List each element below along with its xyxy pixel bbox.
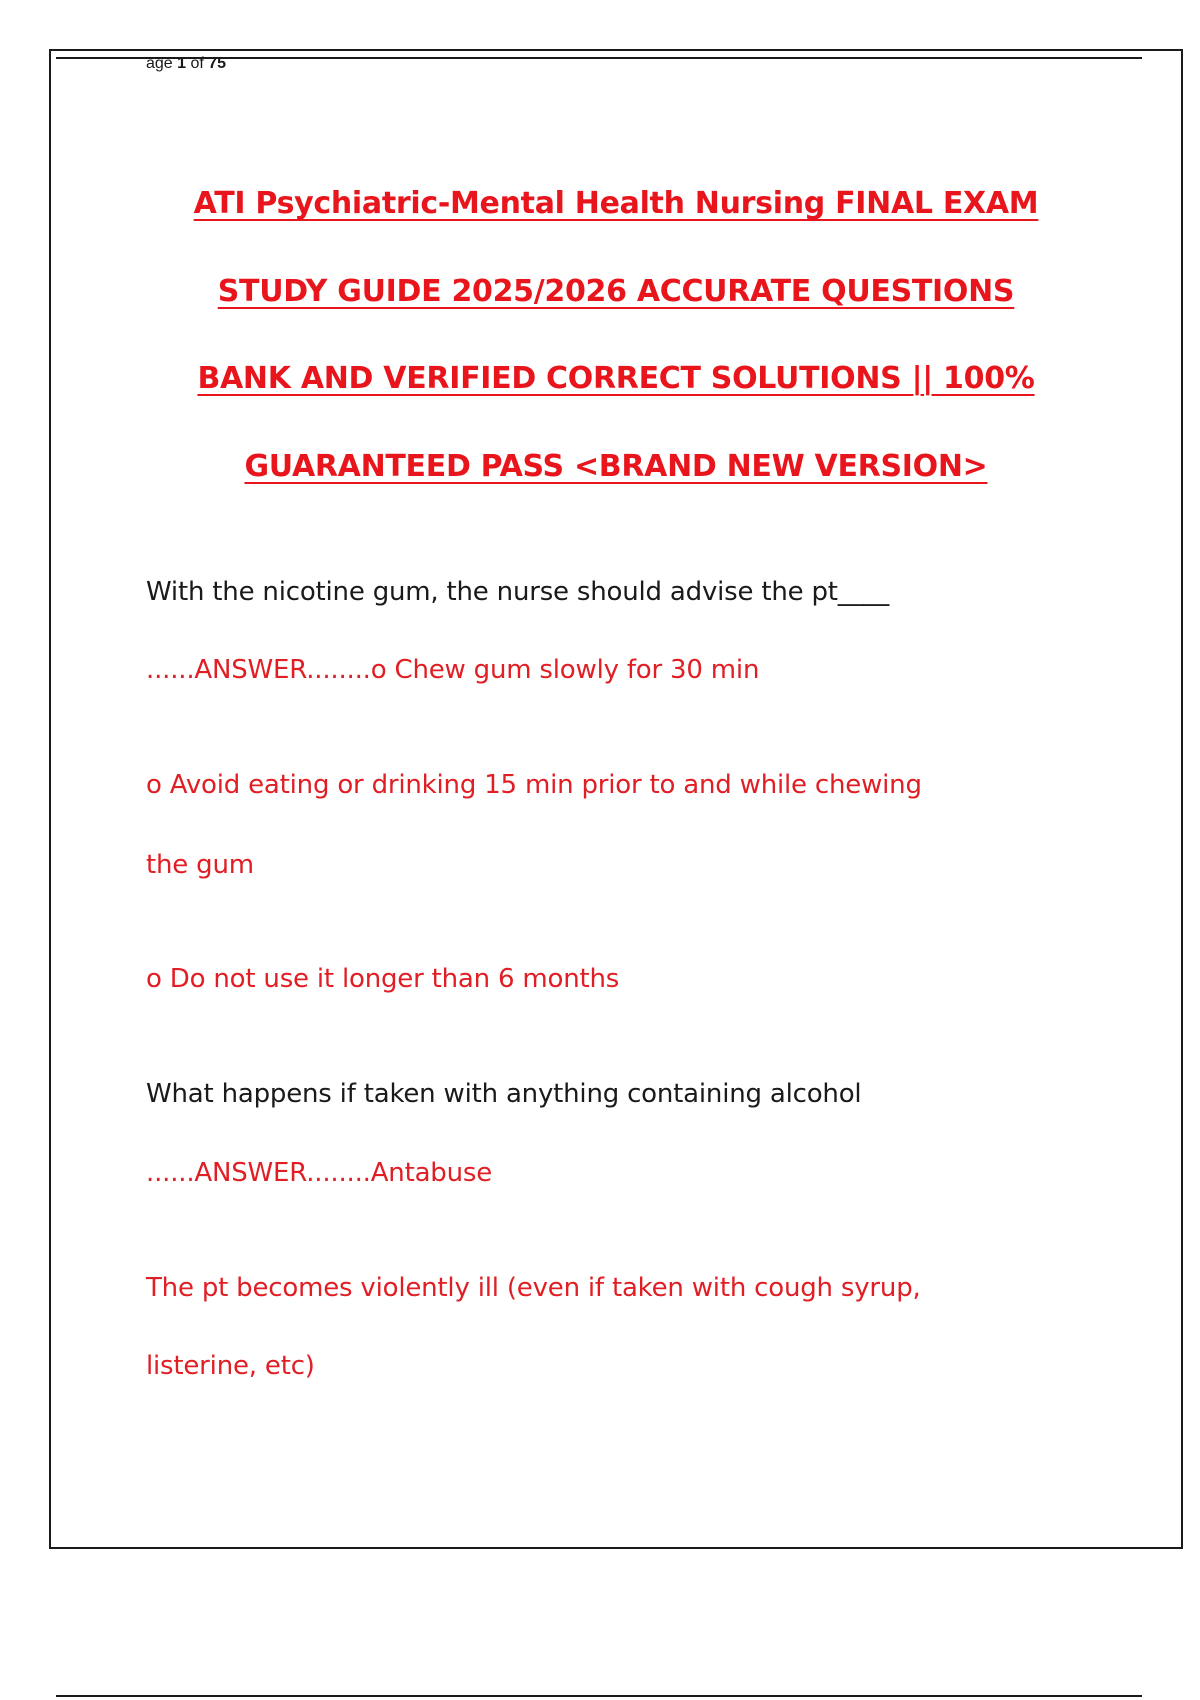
- answer-1-line-1: ......ANSWER........o Chew gum slowly for 30 min: [146, 655, 760, 685]
- answer-1-line-3: the gum: [146, 850, 254, 880]
- answer-2-line-2: The pt becomes violently ill (even if taken with cough syrup,: [146, 1273, 921, 1303]
- document-title-line-3: BANK AND VERIFIED CORRECT SOLUTIONS || 100%: [197, 361, 1035, 396]
- page-current: 1: [177, 55, 187, 72]
- page-total: 75: [208, 55, 227, 72]
- footer-rule: [56, 1695, 1142, 1697]
- answer-1-line-4: o Do not use it longer than 6 months: [146, 964, 620, 994]
- answer-1-line-2: o Avoid eating or drinking 15 min prior to and while chewing: [146, 770, 922, 800]
- question-2: What happens if taken with anything containing alcohol: [146, 1079, 862, 1109]
- document-title-line-4: GUARANTEED PASS <BRAND NEW VERSION>: [244, 449, 988, 484]
- page-label-prefix: age: [146, 55, 178, 72]
- answer-2-line-3: listerine, etc): [146, 1351, 315, 1381]
- question-1: With the nicotine gum, the nurse should advise the pt____: [146, 577, 890, 607]
- document-title-line-2: STUDY GUIDE 2025/2026 ACCURATE QUESTIONS: [217, 274, 1015, 309]
- answer-2-line-1: ......ANSWER........Antabuse: [146, 1158, 493, 1188]
- document-title-line-1: ATI Psychiatric-Mental Health Nursing FINAL EXAM: [193, 186, 1039, 221]
- page-number-label: [146, 54, 226, 74]
- page-label-of: of: [186, 55, 209, 72]
